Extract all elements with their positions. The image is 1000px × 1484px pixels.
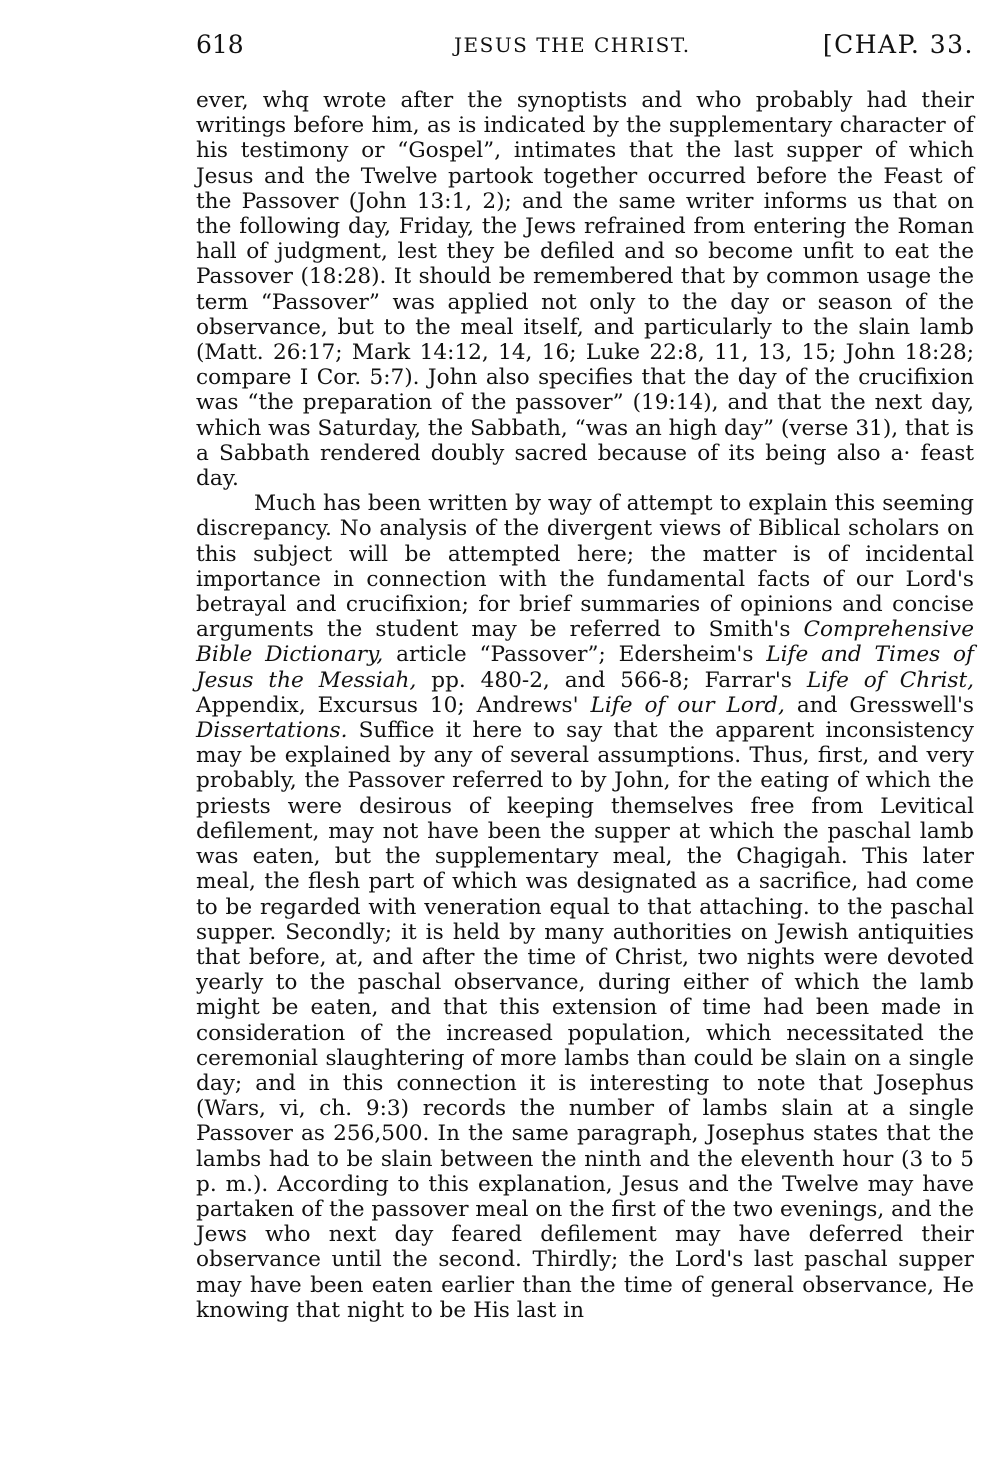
paragraph <box>196 491 974 1323</box>
book-reference: Life of Christ, <box>806 667 974 693</box>
body-text <box>196 88 974 1323</box>
running-head <box>196 28 974 62</box>
page-number: 618 <box>196 30 244 59</box>
book-reference: Life and Times of Jesus the Messiah, <box>196 642 975 693</box>
paragraph <box>196 88 974 491</box>
book-reference: Life of our Lord, <box>590 692 785 718</box>
text-run: Suffice it here to say that the apparent inconsistency may be explained by any of several assumptions. Thus, first, and very probably, the Passover referred to by John, for the eating of which the priests were desirous of keeping themselves free from Levitical defilement, may not have been the supper at which the paschal lamb was eaten, but the supplementary meal, the Chagigah. This later meal, the flesh part of which was designated as a sacrifice, had come to be regarded with veneration equal to that attaching. to the paschal supper. Secondly; it is held by many authorities on Jewish antiquities that before, at, and after the time of Christ, two nights were devoted yearly to the paschal observance, during either of which the lamb might be eaten, and that this extension of time had been made in consideration of the increased population, which necessitated the ceremonial slaughtering of more lambs than could be slain on a single day; and in this connection it is interesting to note that Josephus (Wars, vi, ch. 9:3) records the number of lambs slain at a single Passover as 256,500. In the same paragraph, Josephus states that the lambs had to be slain between the ninth and the eleventh hour (3 to 5 p. m.). According to this explanation, Jesus and the Twelve may have partaken of the passover meal on the first of the two evenings, and the Jews who next day feared defilement may have deferred their observance until the second. Thirdly; the Lord's last paschal supper may have been eaten earlier than the time of general observance, He knowing that night to be His last in <box>196 718 974 1323</box>
text-run: ever, whq wrote after the synoptists and who probably had their writings before him, as is indicated by the supplementary character of his testimony or “Gospel”, intimates that the last supper of which Jesus and the Twelve partook together occurred before the Feast of the Passover (John 13:1, 2); and the same writer informs us that on the following day, Friday, the Jews refrained from entering the Roman hall of judgment, lest they be defiled and so become unfit to eat the Passover (18:28). It should be remembered that by common usage the term “Passover” was applied not only to the day or season of the observance, but to the meal itself, and particularly to the slain lamb (Matt. 26:17; Mark 14:12, 14, 16; Luke 22:8, 11, 13, 15; John 18:28; compare I Cor. 5:7). John also specifies that the day of the crucifixion was “the preparation of the passover” (19:14), and that the next day, which was Saturday, the Sabbath, “was an high day” (verse 31), that is a Sabbath rendered doubly sacred because of its being also a· feast day. <box>196 88 974 492</box>
text-run: Much has been written by way of attempt to explain this seeming discrepancy. No analysis of the divergent views of Biblical scholars on this subject will be attempted here; the matter is of incidental importance in connection with the fundamental facts of our Lord's betrayal and crucifixion; for brief summaries of opinions and concise arguments the student may be referred to Smith's <box>196 491 974 643</box>
text-run: Appendix, Excursus 10; Andrews' <box>196 692 591 718</box>
book-title: JESUS THE CHRIST. <box>454 33 691 57</box>
book-reference: Dissertations. <box>196 718 348 744</box>
text-run: article “Passover”; Edersheim's <box>383 642 767 668</box>
chapter-label: [CHAP. 33. <box>822 30 974 59</box>
text-run: and Gresswell's <box>784 692 974 718</box>
book-reference: Comprehensive Bible Dictionary, <box>196 617 974 668</box>
text-run: pp. 480-2, and 566-8; Farrar's <box>416 667 807 693</box>
